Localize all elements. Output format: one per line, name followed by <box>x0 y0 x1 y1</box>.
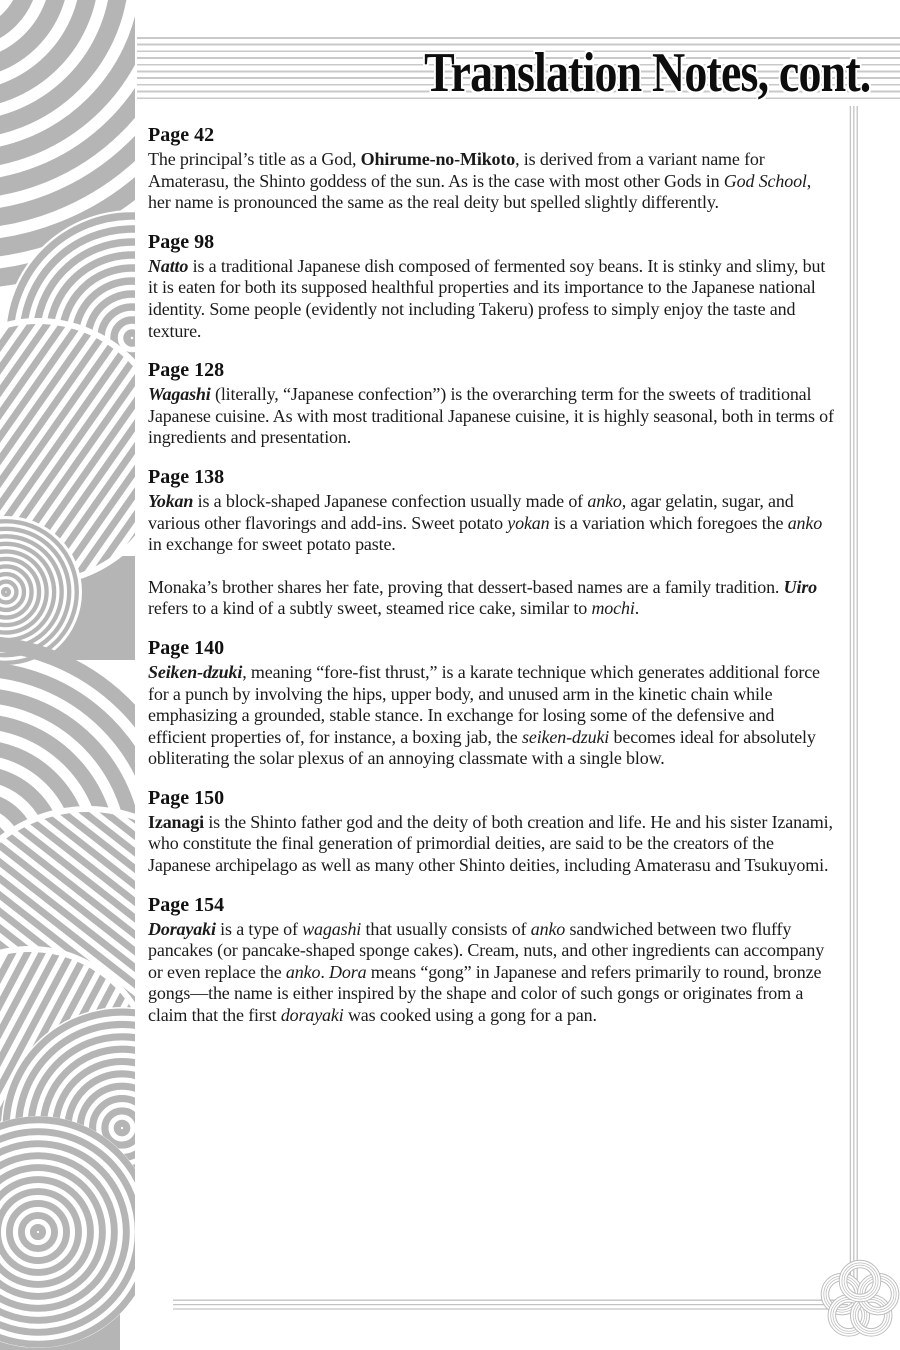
note-body <box>148 384 836 449</box>
note-page-heading: Page 138 <box>148 465 225 488</box>
note-section <box>148 465 836 620</box>
note-section <box>148 893 836 1027</box>
mizuhiki-knot-icon <box>825 1264 895 1332</box>
note-paragraph: Monaka’s brother shares her fate, proving that dessert-based names are a family tradition. Uiro refers to a kind of a subtly sweet, steamed rice cake, similar to mochi. <box>148 576 818 619</box>
note-body <box>148 919 836 1027</box>
title-band <box>137 37 900 104</box>
page-title: Translation Notes, cont. <box>424 42 871 104</box>
note-section <box>148 636 836 770</box>
note-body <box>148 662 836 770</box>
note-page-heading: Page 150 <box>148 786 225 809</box>
note-paragraph: Seiken-dzuki, meaning “fore-fist thrust,” is a karate technique which generates additional force for a punch by involving the hips, upper body, and unused arm in the kinetic chain while emphasizing a grounded, stable stance. In exchange for losing some of the defensive and efficient properties of, for instance, a boxing jab, the seiken-dzuki becomes ideal for absolutely obliterating the solar plexus of an annoying classmate with a single blow. <box>148 661 820 769</box>
vertical-cord <box>850 106 857 1283</box>
note-page-heading: Page 42 <box>148 124 215 146</box>
sidebar-thread-ball-pattern-icon <box>0 0 135 1350</box>
note-section <box>148 230 836 342</box>
note-page-heading: Page 98 <box>148 230 215 253</box>
sidebar-ball-rings-3 <box>0 1116 135 1348</box>
note-section <box>148 123 836 214</box>
note-body <box>148 812 836 877</box>
note-page-heading: Page 154 <box>148 893 225 916</box>
note-paragraph: Yokan is a block-shaped Japanese confection usually made of anko, agar gelatin, sugar, and various other flavorings and add-ins. Sweet potato yokan is a variation which foregoes the anko in exchange for sweet potato paste. <box>148 490 823 555</box>
note-body <box>148 149 836 214</box>
note-page-heading: Page 140 <box>148 636 225 659</box>
note-paragraph: Natto is a traditional Japanese dish composed of fermented soy beans. It is stinky and slimy, but it is eaten for both its supposed healthful properties and its importance to the Japanese national identity. Some people (evidently not including Takeru) profess to simply enjoy the taste and texture. <box>148 255 826 341</box>
translation-notes <box>148 123 836 1043</box>
note-paragraph: The principal’s title as a God, Ohirume-no-Mikoto, is derived from a variant name for Amaterasu, the Shinto goddess of the sun. As is the case with most other Gods in God School, her name is pronounced the same as the real deity but spelled slightly differently. <box>148 149 812 213</box>
note-paragraph: Wagashi (literally, “Japanese confection”) is the overarching term for the sweets of traditional Japanese cuisine. As with most traditional Japanese cuisine, it is highly seasonal, both in terms of ingredients and presentation. <box>148 384 834 448</box>
note-paragraph: Izanagi is the Shinto father god and the deity of both creation and life. He and his sister Izanami, who constitute the final generation of primordial deities, are said to be the creators of the Japanese archipelago as well as many other Shinto deities, including Amaterasu and Tsukuyomi. <box>148 811 833 876</box>
note-section <box>148 358 836 449</box>
note-body <box>148 491 836 620</box>
note-page-heading: Page 128 <box>148 359 225 382</box>
note-section <box>148 786 836 877</box>
note-body <box>148 256 836 342</box>
note-paragraph: Dorayaki is a type of wagashi that usually consists of anko sandwiched between two fluffy pancakes (or pancake-shaped sponge cakes). Cream, nuts, and other ingredients can accompany or even replace the anko. Dora means “gong” in Japanese and refers primarily to round, bronze gongs—the name is either inspired by the shape and color of such gongs or originates from a claim that the first dorayaki was cooked using a gong for a pan. <box>148 918 825 1026</box>
horizontal-cord <box>173 1300 848 1309</box>
